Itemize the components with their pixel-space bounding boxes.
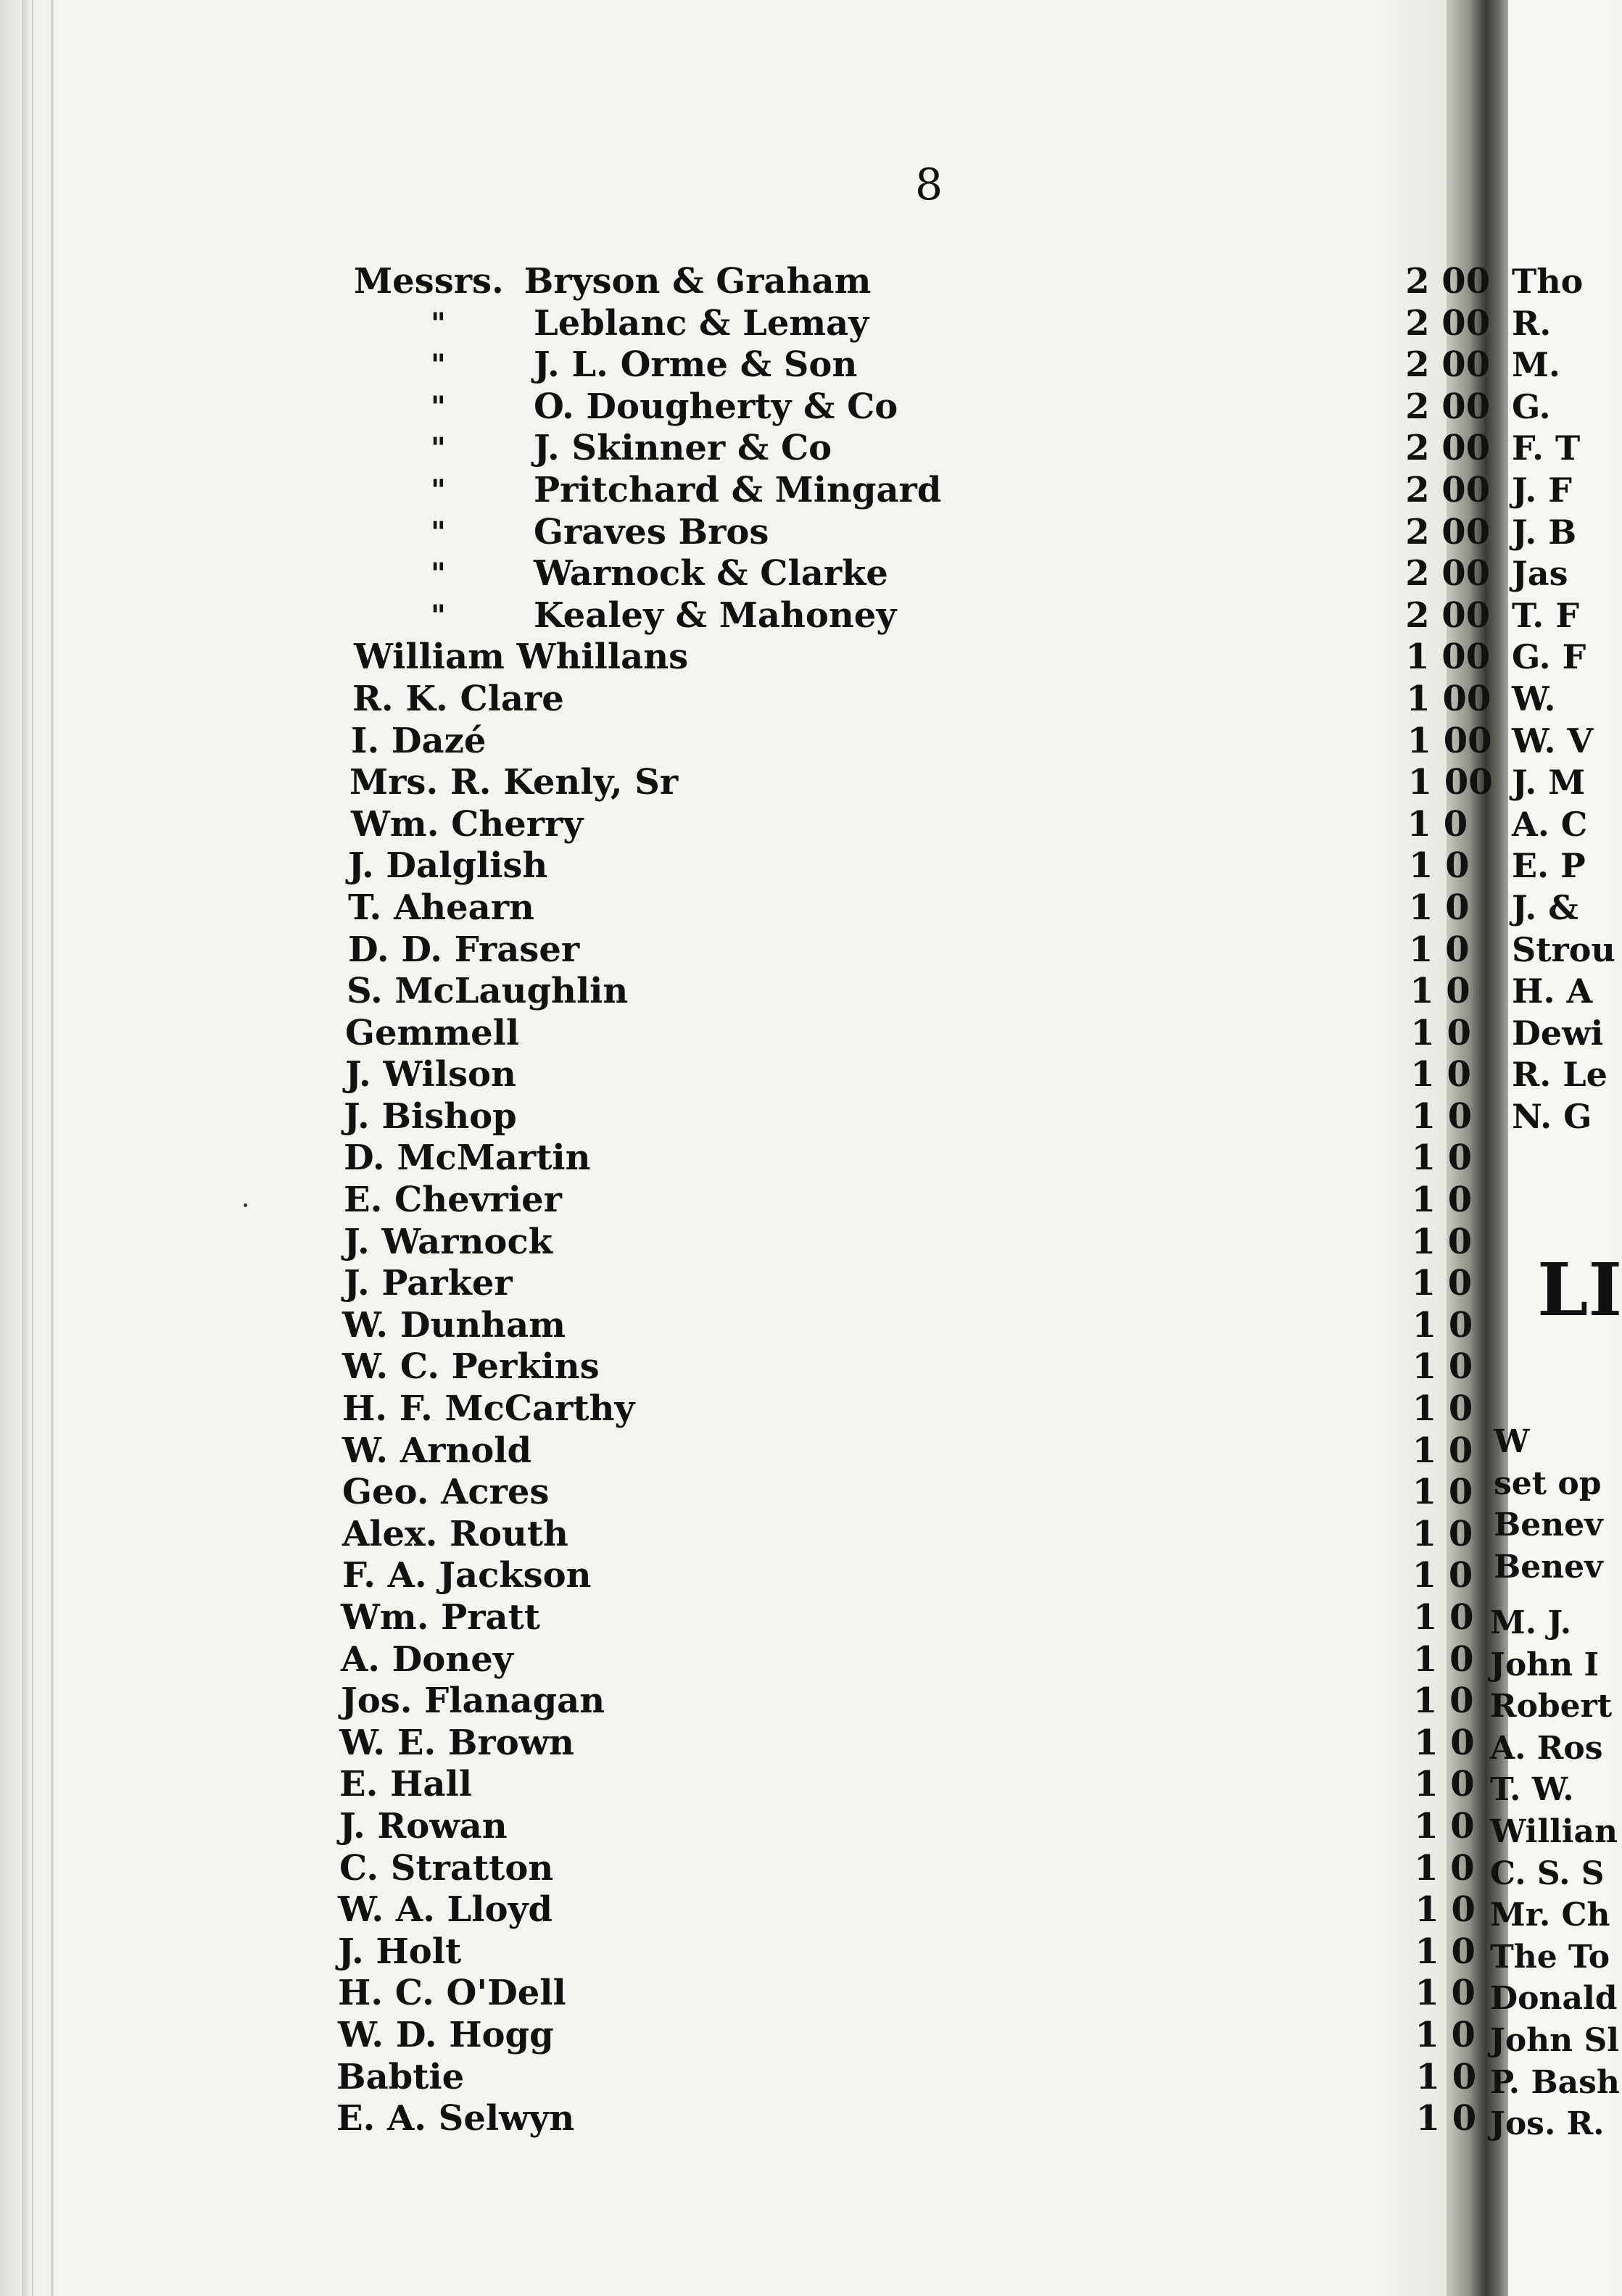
subscriber-row	[334, 1012, 1471, 1055]
subscriber-row	[334, 971, 1470, 1013]
subscriber-name: Mrs. R. Kenly, Sr	[349, 762, 682, 804]
amount: 2 00	[1405, 469, 1491, 510]
facing-page-list-fragment: M. J.	[1490, 1604, 1572, 1641]
subscriber-name: W. E. Brown	[339, 1723, 579, 1765]
facing-page-fragment: G.	[1512, 386, 1551, 426]
facing-page-fragment: E. P	[1512, 846, 1586, 886]
page-number: 8	[915, 159, 943, 210]
subscriber-name: William Whillans	[354, 637, 692, 679]
subscriber-name: Pritchard & Mingard	[534, 470, 946, 512]
amount: 1 0	[1410, 971, 1470, 1012]
subscriber-row	[334, 386, 1491, 428]
subscriber-name: D. D. Fraser	[348, 929, 584, 971]
facing-page-list-fragment: P. Bash	[1490, 2063, 1620, 2101]
facing-page-fragment: Jas	[1512, 554, 1568, 594]
subscriber-name: J. Warnock	[344, 1222, 557, 1264]
subscriber-row	[334, 1221, 1473, 1264]
ditto-mark: "	[431, 512, 450, 554]
subscriber-name: F. A. Jackson	[342, 1555, 596, 1597]
subscriber-row	[334, 1722, 1475, 1765]
subscriber-row	[334, 1973, 1476, 2015]
subscriber-row	[334, 261, 1491, 303]
facing-page-list-fragment: John I	[1490, 1646, 1600, 1683]
subscriber-name: T. Ahearn	[348, 887, 539, 929]
ditto-mark: "	[431, 303, 450, 345]
amount: 1 0	[1415, 1931, 1476, 1972]
subscriber-row	[334, 1137, 1473, 1180]
facing-page-bottom-list	[1490, 1602, 1620, 2145]
amount: 1 00	[1407, 762, 1493, 803]
subscriber-row	[334, 302, 1491, 345]
subscriber-row	[334, 845, 1470, 887]
facing-page-intro-fragment: set op	[1494, 1464, 1602, 1502]
facing-page-fragment: W. V	[1512, 721, 1594, 761]
subscriber-name: J. L. Orme & Son	[534, 344, 861, 386]
subscriber-name: H. C. O'Dell	[338, 1973, 571, 2015]
amount: 1 0	[1410, 1054, 1471, 1095]
subscriber-name: I. Dazé	[351, 721, 490, 763]
page-edge-left	[22, 0, 33, 2296]
subscriber-row	[334, 803, 1468, 846]
subscriber-row	[334, 1889, 1476, 1931]
amount: 1 0	[1413, 1597, 1474, 1638]
facing-page-fragment: T. F	[1512, 595, 1579, 635]
subscriber-name: E. Hall	[339, 1764, 476, 1806]
subscriber-name: J. Skinner & Co	[534, 428, 836, 470]
facing-page-fragment: Strou	[1512, 929, 1615, 969]
facing-page-list-fragment: The To	[1490, 1938, 1610, 1976]
amount: 1 0	[1415, 2014, 1476, 2055]
facing-page-list-fragment: Robert	[1490, 1688, 1613, 1725]
facing-page-list-fragment: Jos. R.	[1490, 2105, 1605, 2143]
honorific-prefix: Messrs.	[354, 261, 504, 302]
ditto-mark: "	[431, 595, 450, 637]
amount: 1 0	[1409, 929, 1470, 970]
subscriber-row	[334, 2014, 1476, 2057]
subscriber-name: W. Dunham	[342, 1305, 570, 1347]
amount: 1 0	[1415, 1973, 1476, 2014]
amount: 1 0	[1415, 2056, 1477, 2097]
subscriber-row	[334, 1513, 1473, 1556]
subscriber-row	[334, 2056, 1477, 2099]
facing-page-intro-fragment: Benev	[1494, 1548, 1603, 1586]
facing-page-fragment: R.	[1512, 303, 1552, 343]
facing-page-list-fragment: T. W.	[1490, 1771, 1574, 1809]
facing-page-list-fragment: Willian	[1490, 1812, 1618, 1850]
subscriber-name: Alex. Routh	[342, 1514, 573, 1556]
subscriber-row	[334, 678, 1491, 721]
amount: 1 0	[1411, 1263, 1473, 1304]
subscriber-row	[334, 1931, 1476, 1973]
subscriber-row	[334, 1388, 1473, 1430]
subscriber-name: J. Bishop	[344, 1096, 521, 1138]
facing-page-intro-fragment: Benev	[1494, 1507, 1603, 1544]
subscriber-row	[334, 1346, 1473, 1388]
ditto-mark: "	[431, 344, 450, 386]
facing-page-fragment: Dewi	[1512, 1013, 1604, 1053]
ditto-mark: "	[431, 553, 450, 595]
subscriber-name: E. A. Selwyn	[336, 2098, 579, 2140]
amount: 1 0	[1407, 803, 1468, 845]
amount: 2 00	[1405, 302, 1491, 344]
subscriber-row	[334, 1764, 1475, 1806]
amount: 1 0	[1410, 1012, 1471, 1053]
amount: 1 0	[1412, 1346, 1473, 1388]
subscriber-list	[334, 261, 1493, 2140]
subscriber-row	[334, 594, 1491, 637]
subscriber-name: H. F. McCarthy	[342, 1388, 639, 1430]
subscriber-name: E. Chevrier	[344, 1180, 566, 1222]
subscriber-name	[354, 261, 875, 303]
subscriber-row	[334, 1847, 1475, 1890]
subscriber-name: A. Doney	[341, 1639, 518, 1681]
amount: 1 0	[1412, 1513, 1473, 1554]
subscriber-row	[334, 1095, 1473, 1138]
subscriber-name: Gemmell	[345, 1013, 524, 1055]
facing-page-top-list	[1512, 261, 1613, 1137]
amount: 1 0	[1412, 1388, 1473, 1430]
subscriber-row	[334, 2098, 1477, 2140]
subscriber-name: W. C. Perkins	[342, 1346, 604, 1388]
subscriber-row	[334, 1805, 1475, 1848]
amount: 2 00	[1405, 386, 1491, 427]
subscriber-row	[334, 1430, 1473, 1472]
amount: 1 0	[1411, 1137, 1473, 1179]
subscriber-name: W. Arnold	[342, 1430, 536, 1472]
amount: 1 0	[1412, 1304, 1473, 1346]
subscriber-row	[334, 929, 1470, 971]
amount: 2 00	[1405, 344, 1491, 386]
subscriber-name: Wm. Pratt	[341, 1597, 545, 1639]
subscriber-row	[334, 1638, 1474, 1681]
amount: 1 0	[1414, 1764, 1475, 1805]
ink-speck	[244, 1203, 247, 1207]
subscriber-row	[334, 887, 1470, 929]
amount: 1 00	[1406, 678, 1491, 719]
ditto-mark: "	[431, 386, 450, 428]
subscriber-name: J. Rowan	[339, 1806, 512, 1848]
subscriber-name: O. Dougherty & Co	[534, 386, 902, 428]
amount: 2 00	[1405, 511, 1491, 552]
subscriber-row	[334, 762, 1493, 804]
facing-page-heading: LI	[1537, 1247, 1622, 1333]
amount: 1 0	[1411, 1095, 1473, 1137]
subscriber-row	[334, 344, 1491, 386]
facing-page-fragment: G. F	[1512, 637, 1586, 677]
facing-page-list-fragment: A. Ros	[1490, 1729, 1603, 1767]
subscriber-row	[334, 469, 1491, 512]
subscriber-row	[334, 511, 1491, 554]
facing-page-fragment: N. G	[1512, 1096, 1592, 1136]
amount: 1 0	[1414, 1722, 1475, 1763]
facing-page-list-fragment: Mr. Ch	[1490, 1897, 1610, 1934]
ditto-mark: "	[431, 428, 450, 470]
facing-page-fragment: M.	[1512, 345, 1560, 385]
subscriber-name: J. Wilson	[345, 1054, 521, 1096]
facing-page-intro	[1494, 1421, 1617, 1588]
amount: 2 00	[1405, 261, 1491, 302]
subscriber-name: C. Stratton	[339, 1848, 558, 1890]
subscriber-name: W. D. Hogg	[338, 2015, 558, 2057]
ditto-mark: "	[431, 470, 450, 512]
facing-page-fragment: R. Le	[1512, 1055, 1607, 1095]
subscriber-name: R. K. Clare	[352, 679, 568, 721]
amount: 1 0	[1412, 1472, 1473, 1513]
amount: 2 00	[1405, 553, 1491, 594]
amount: 1 0	[1411, 1221, 1473, 1262]
subscriber-name: D. McMartin	[344, 1137, 595, 1180]
facing-page-list-fragment: C. S. S	[1490, 1854, 1605, 1892]
subscriber-row	[334, 720, 1492, 763]
facing-page-intro-fragment: W	[1494, 1423, 1530, 1460]
facing-page-fragment: J. &	[1512, 887, 1578, 927]
subscriber-row	[334, 553, 1491, 595]
facing-page-fragment: Tho	[1512, 262, 1584, 301]
facing-page-fragment: F. T	[1512, 428, 1581, 468]
facing-page-fragment: A. C	[1512, 804, 1588, 844]
subscriber-name: Kealey & Mahoney	[534, 595, 901, 637]
amount: 1 0	[1411, 1180, 1473, 1221]
facing-page-fragment: J. M	[1512, 763, 1586, 803]
subscriber-name: W. A. Lloyd	[338, 1889, 557, 1931]
facing-page-list-fragment: Donald	[1490, 1980, 1618, 2018]
subscriber-name: J. Holt	[338, 1931, 466, 1973]
subscriber-row	[334, 1304, 1473, 1347]
subscriber-name: Wm. Cherry	[351, 804, 587, 846]
subscriber-name: J. Dalglish	[348, 845, 552, 887]
subscriber-name: Leblanc & Lemay	[534, 303, 873, 345]
amount: 1 0	[1415, 1889, 1476, 1931]
subscriber-name: S. McLaughlin	[347, 971, 632, 1013]
subscriber-row	[334, 637, 1491, 679]
subscriber-row	[334, 1180, 1473, 1222]
subscriber-name: Graves Bros	[534, 512, 773, 554]
facing-page-fragment: J. B	[1512, 512, 1577, 552]
amount: 1 00	[1405, 637, 1491, 678]
subscriber-row	[334, 1054, 1471, 1096]
amount: 1 0	[1412, 1555, 1473, 1596]
subscriber-row	[334, 428, 1491, 470]
subscriber-row	[334, 1472, 1473, 1514]
subscriber-row	[334, 1263, 1473, 1305]
subscriber-name: Babtie	[336, 2057, 468, 2099]
facing-page-fragment: H. A	[1512, 971, 1593, 1011]
amount: 2 00	[1405, 594, 1491, 636]
amount: 1 0	[1412, 1430, 1473, 1471]
facing-page-list-fragment: John Sl	[1490, 2021, 1619, 2059]
subscriber-row	[334, 1597, 1474, 1639]
amount: 1 0	[1413, 1638, 1474, 1680]
subscriber-row	[334, 1680, 1474, 1723]
amount: 1 0	[1409, 887, 1470, 928]
amount: 1 0	[1414, 1847, 1475, 1889]
subscriber-name: Jos. Flanagan	[341, 1680, 609, 1723]
amount: 1 0	[1409, 845, 1470, 887]
subscriber-name: Geo. Acres	[342, 1472, 553, 1514]
subscriber-row	[334, 1555, 1473, 1597]
subscriber-name: Warnock & Clarke	[534, 553, 893, 595]
subscriber-name-text: Bryson & Graham	[524, 261, 872, 302]
amount: 1 00	[1407, 720, 1492, 761]
amount: 1 0	[1415, 2098, 1477, 2139]
subscriber-name: J. Parker	[344, 1263, 517, 1305]
amount: 1 0	[1413, 1680, 1474, 1722]
facing-page-fragment: J. F	[1512, 470, 1572, 510]
facing-page-fragment: W.	[1512, 679, 1556, 718]
amount: 2 00	[1405, 428, 1491, 469]
amount: 1 0	[1414, 1805, 1475, 1847]
page-edge-line	[51, 0, 54, 2296]
